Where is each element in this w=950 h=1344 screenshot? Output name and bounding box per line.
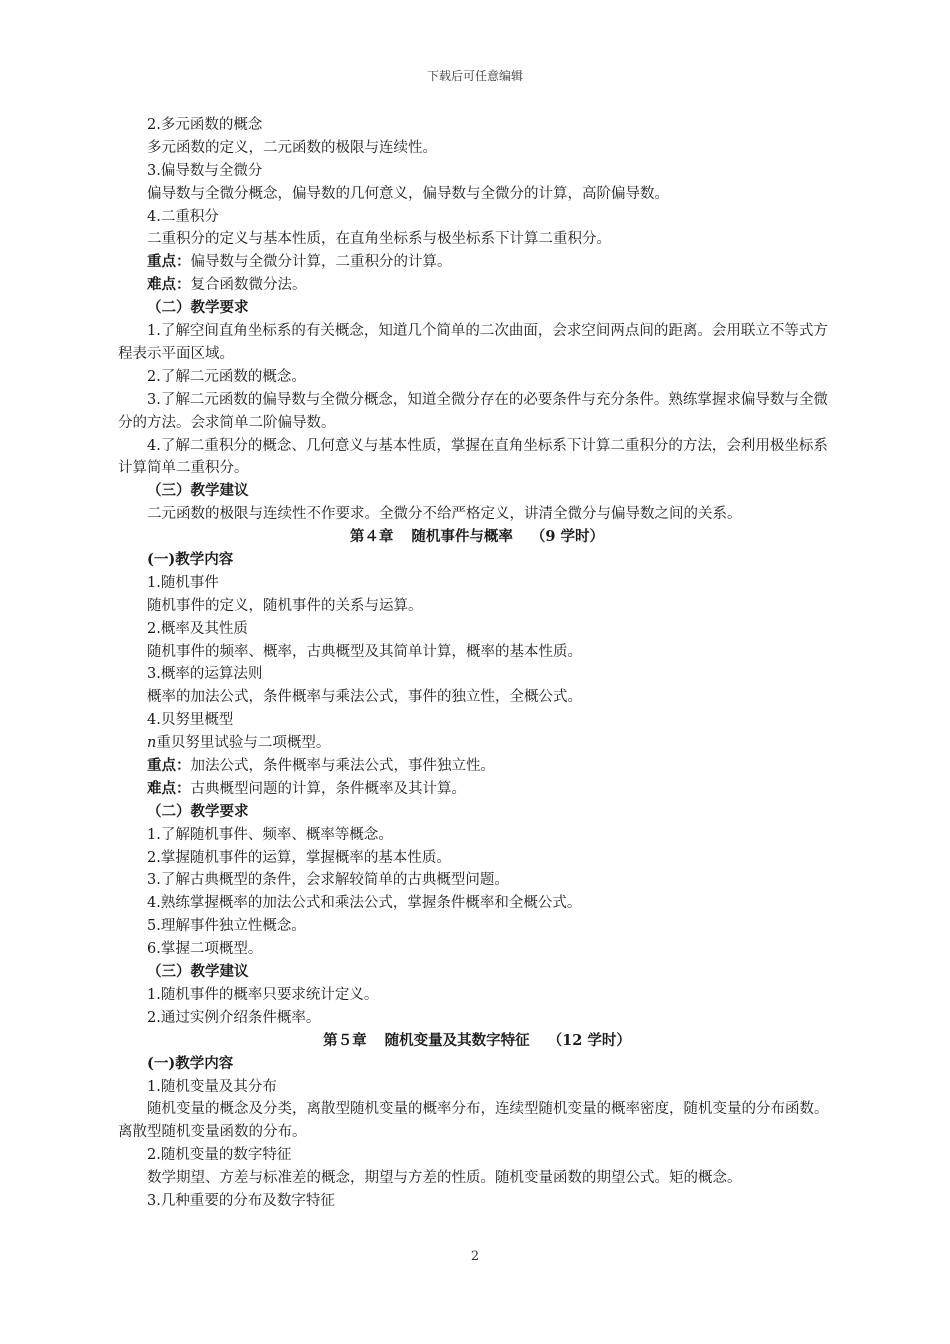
difficult-point-text: 古典概型问题的计算，条件概率及其计算。 bbox=[190, 780, 466, 797]
chapter-number: 第５章 bbox=[323, 1031, 367, 1049]
paragraph: 二重积分的定义与基本性质，在直角坐标系与极坐标系下计算二重积分。 bbox=[147, 231, 611, 248]
requirement-item: 4.熟练掌握概率的加法公式和乘法公式，掌握条件概率和全概公式。 bbox=[147, 895, 582, 912]
paragraph: 随机变量的概念及分类，离散型随机变量的概率分布，连续型随机变量的概率密度，随机变量的分布函数。离散型随机变量函数的分布。 bbox=[118, 1101, 829, 1141]
requirement-item: 2.掌握随机事件的运算，掌握概率的基本性质。 bbox=[147, 849, 451, 866]
paragraph: 随机事件的频率、概率，古典概型及其简单计算，概率的基本性质。 bbox=[147, 643, 582, 660]
requirement-item: 2.了解二元函数的概念。 bbox=[147, 368, 306, 385]
subsection-title: （三）教学建议 bbox=[147, 963, 249, 981]
key-point-text: 加法公式，条件概率与乘法公式，事件独立性。 bbox=[190, 758, 495, 775]
section-heading: 3.几种重要的分布及数字特征 bbox=[147, 1192, 335, 1209]
requirement-item: 6.掌握二项概型。 bbox=[147, 941, 263, 958]
paragraph: 概率的加法公式，条件概率与乘法公式，事件的独立性，全概公式。 bbox=[147, 689, 582, 706]
document-body bbox=[118, 114, 836, 1213]
section-heading: 2.概率及其性质 bbox=[147, 620, 248, 637]
chapter-title bbox=[118, 526, 836, 549]
chapter-hours: （12 学时） bbox=[547, 1031, 631, 1049]
requirement-item: 4.了解二重积分的概念、几何意义与基本性质，掌握在直角坐标系下计算二重积分的方法，会利用极坐标系计算简单二重积分。 bbox=[118, 437, 828, 477]
difficult-point-label: 难点： bbox=[147, 779, 191, 797]
section-heading: 1.随机事件 bbox=[147, 574, 219, 591]
requirement-item: 5.理解事件独立性概念。 bbox=[147, 918, 306, 935]
section-heading: 3.偏导数与全微分 bbox=[147, 162, 263, 179]
paragraph: 多元函数的定义，二元函数的极限与连续性。 bbox=[147, 139, 437, 156]
paragraph: 偏导数与全微分概念，偏导数的几何意义，偏导数与全微分的计算，高阶偏导数。 bbox=[147, 185, 669, 202]
subsection-title: (一)教学内容 bbox=[147, 1054, 234, 1072]
section-heading: 3.概率的运算法则 bbox=[147, 666, 263, 683]
requirement-item: 3.了解二元函数的偏导数与全微分概念，知道全微分存在的必要条件与充分条件。熟练掌握求偏导数与全微分的方法。会求简单二阶偏导数。 bbox=[118, 391, 828, 431]
chapter-name: 随机事件与概率 bbox=[411, 528, 513, 546]
section-heading: 4.贝努里概型 bbox=[147, 712, 234, 729]
paragraph bbox=[118, 732, 836, 755]
suggestion-item: 2.通过实例介绍条件概率。 bbox=[147, 1009, 321, 1026]
paragraph: 数学期望、方差与标准差的概念，期望与方差的性质。随机变量函数的期望公式。矩的概念。 bbox=[147, 1170, 742, 1187]
difficult-point-label: 难点： bbox=[147, 276, 191, 294]
section-heading: 1.随机变量及其分布 bbox=[147, 1078, 277, 1095]
difficult-point bbox=[118, 778, 836, 801]
page-header: 下载后可任意编辑 bbox=[426, 69, 523, 83]
subsection-title: （三）教学建议 bbox=[147, 482, 249, 500]
chapter-hours: （9 学时） bbox=[530, 528, 605, 546]
key-point-label: 重点： bbox=[147, 253, 191, 271]
difficult-point bbox=[118, 274, 836, 297]
variable-n: n bbox=[147, 735, 157, 752]
requirement-item: 3.了解古典概型的条件，会求解较简单的古典概型问题。 bbox=[147, 872, 509, 889]
section-heading: 2.随机变量的数字特征 bbox=[147, 1147, 292, 1164]
requirement-item: 1.了解随机事件、频率、概率等概念。 bbox=[147, 826, 393, 843]
page-number: 2 bbox=[470, 1249, 480, 1264]
requirement-item: 1.了解空间直角坐标系的有关概念，知道几个简单的二次曲面，会求空间两点间的距离。会用联立不等式方程表示平面区域。 bbox=[118, 323, 828, 362]
difficult-point-text: 复合函数微分法。 bbox=[190, 277, 307, 294]
subsection-title: (一)教学内容 bbox=[147, 551, 234, 569]
subsection-title: （二）教学要求 bbox=[147, 802, 249, 820]
paragraph: 随机事件的定义，随机事件的关系与运算。 bbox=[147, 597, 423, 614]
chapter-title bbox=[118, 1030, 836, 1053]
chapter-number: 第４章 bbox=[349, 528, 394, 546]
paragraph-text: 重贝努里试验与二项概型。 bbox=[156, 735, 331, 752]
key-point-label: 重点： bbox=[147, 757, 191, 775]
key-point-text: 偏导数与全微分计算，二重积分的计算。 bbox=[190, 254, 452, 271]
chapter-name: 随机变量及其数字特征 bbox=[384, 1031, 530, 1049]
suggestion-item: 二元函数的极限与连续性不作要求。全微分不给严格定义，讲清全微分与偏导数之间的关系。 bbox=[147, 506, 742, 523]
section-heading: 4.二重积分 bbox=[147, 208, 219, 225]
suggestion-item: 1.随机事件的概率只要求统计定义。 bbox=[147, 986, 379, 1003]
section-heading: 2.多元函数的概念 bbox=[147, 117, 263, 133]
key-point bbox=[118, 251, 836, 274]
subsection-title: （二）教学要求 bbox=[147, 299, 249, 317]
key-point bbox=[118, 755, 836, 778]
